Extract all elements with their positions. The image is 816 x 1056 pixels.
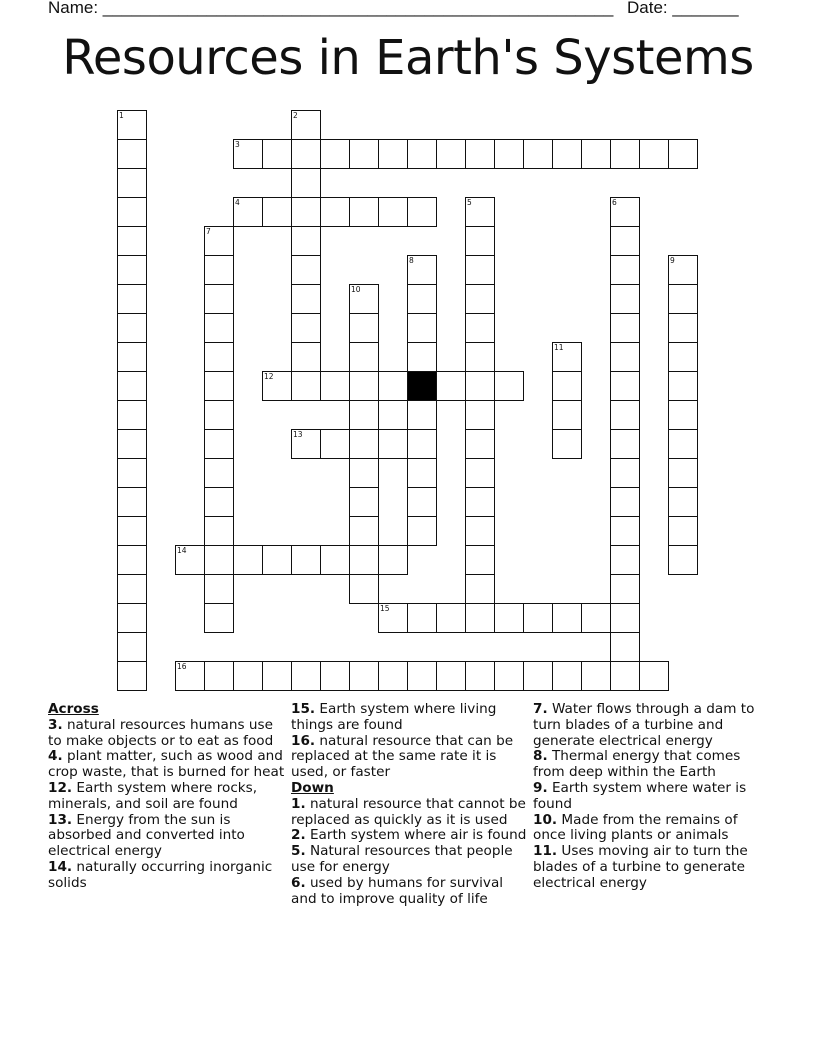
grid-cell[interactable]	[204, 545, 234, 575]
clue-number: 11.	[533, 843, 558, 860]
grid-cell[interactable]	[320, 139, 350, 169]
grid-cell[interactable]	[204, 342, 234, 372]
grid-cell[interactable]	[117, 342, 147, 372]
clue-number: 13.	[48, 811, 73, 828]
clue-text: Earth system where living things are found	[291, 701, 497, 733]
clue-text: Made from the remains of once living plants or animals	[533, 811, 738, 844]
grid-cell[interactable]	[117, 226, 147, 256]
grid-cell[interactable]	[610, 574, 640, 604]
grid-cell[interactable]	[117, 110, 147, 140]
grid-cell[interactable]	[262, 661, 292, 691]
clue-text: plant matter, such as wood and crop waste, that is burned for heat	[48, 748, 285, 781]
grid-cell[interactable]	[117, 139, 147, 169]
grid-cell[interactable]	[552, 400, 582, 430]
grid-cell[interactable]	[378, 603, 408, 633]
grid-cell[interactable]	[291, 545, 321, 575]
grid-cell[interactable]	[668, 284, 698, 314]
cell-number: 9	[670, 256, 675, 265]
grid-cell[interactable]	[349, 197, 379, 227]
across-clue	[48, 781, 286, 813]
grid-block	[407, 371, 437, 401]
cell-number: 13	[293, 430, 303, 439]
grid-cell[interactable]	[378, 429, 408, 459]
grid-cell[interactable]	[117, 429, 147, 459]
grid-cell[interactable]	[407, 400, 437, 430]
grid-cell[interactable]	[407, 313, 437, 343]
grid-cell[interactable]	[117, 574, 147, 604]
grid-cell[interactable]	[610, 458, 640, 488]
grid-cell[interactable]	[378, 197, 408, 227]
clue-number: 2.	[291, 827, 306, 844]
grid-cell[interactable]	[523, 661, 553, 691]
page-title: Resources in Earth's Systems	[62, 30, 754, 86]
grid-cell[interactable]	[668, 516, 698, 546]
grid-cell[interactable]	[291, 139, 321, 169]
grid-cell[interactable]	[407, 284, 437, 314]
grid-cell[interactable]	[668, 458, 698, 488]
cell-number: 5	[467, 198, 472, 207]
grid-cell[interactable]	[204, 226, 234, 256]
grid-cell[interactable]	[407, 458, 437, 488]
grid-cell[interactable]	[175, 545, 205, 575]
grid-cell[interactable]	[465, 342, 495, 372]
clue-text: Earth system where air is found	[305, 827, 527, 844]
grid-cell[interactable]	[407, 603, 437, 633]
grid-cell[interactable]	[494, 371, 524, 401]
grid-cell[interactable]	[465, 284, 495, 314]
clue-text: Uses moving air to turn the blades of a turbine to generate electrical energy	[533, 843, 748, 891]
across-clue	[291, 734, 529, 781]
cell-number: 4	[235, 198, 240, 207]
grid-cell[interactable]	[117, 197, 147, 227]
grid-cell[interactable]	[465, 197, 495, 227]
clue-number: 5.	[291, 843, 306, 860]
grid-cell[interactable]	[291, 661, 321, 691]
grid-cell[interactable]	[349, 516, 379, 546]
grid-cell[interactable]	[610, 313, 640, 343]
grid-cell[interactable]	[349, 487, 379, 517]
grid-cell[interactable]	[117, 661, 147, 691]
grid-cell[interactable]	[349, 661, 379, 691]
grid-cell[interactable]	[465, 371, 495, 401]
date-field-label: Date: _______	[627, 0, 739, 17]
grid-cell[interactable]	[465, 400, 495, 430]
grid-cell[interactable]	[465, 226, 495, 256]
grid-cell[interactable]	[668, 255, 698, 285]
grid-cell[interactable]	[291, 284, 321, 314]
grid-cell[interactable]	[407, 429, 437, 459]
cell-number: 3	[235, 140, 240, 149]
grid-cell[interactable]	[233, 197, 263, 227]
grid-cell[interactable]	[465, 458, 495, 488]
grid-cell[interactable]	[407, 661, 437, 691]
grid-cell[interactable]	[204, 516, 234, 546]
grid-cell[interactable]	[407, 197, 437, 227]
grid-cell[interactable]	[233, 139, 263, 169]
grid-cell[interactable]	[465, 545, 495, 575]
grid-cell[interactable]	[552, 342, 582, 372]
down-clue	[533, 702, 771, 749]
grid-cell[interactable]	[291, 255, 321, 285]
clue-number: 1.	[291, 795, 306, 812]
grid-cell[interactable]	[552, 371, 582, 401]
cell-number: 8	[409, 256, 414, 265]
clue-number: 12.	[48, 779, 73, 796]
grid-cell[interactable]	[436, 371, 466, 401]
down-clue	[533, 781, 771, 813]
clue-text: used by humans for survival and to improve quality of life	[291, 874, 504, 907]
clue-number: 10.	[533, 811, 558, 828]
grid-cell[interactable]	[117, 516, 147, 546]
grid-cell[interactable]	[117, 400, 147, 430]
grid-cell[interactable]	[320, 661, 350, 691]
grid-cell[interactable]	[204, 487, 234, 517]
grid-cell[interactable]	[117, 632, 147, 662]
grid-cell[interactable]	[204, 284, 234, 314]
across-clue	[48, 860, 286, 892]
clue-text: Natural resources that people use for energy	[291, 843, 513, 875]
cell-number: 14	[177, 546, 187, 555]
clue-text: Water flows through a dam to turn blades of a turbine and generate electrical energy	[533, 701, 755, 749]
grid-cell[interactable]	[349, 284, 379, 314]
grid-cell[interactable]	[610, 226, 640, 256]
clue-text: Earth system where rocks, minerals, and soil are found	[48, 779, 258, 812]
cell-number: 11	[554, 343, 564, 352]
grid-cell[interactable]	[204, 429, 234, 459]
grid-cell[interactable]	[349, 458, 379, 488]
grid-cell[interactable]	[465, 255, 495, 285]
grid-cell[interactable]	[204, 313, 234, 343]
grid-cell[interactable]	[117, 284, 147, 314]
grid-cell[interactable]	[668, 371, 698, 401]
grid-cell[interactable]	[291, 226, 321, 256]
grid-cell[interactable]	[349, 545, 379, 575]
clue-number: 8.	[533, 748, 548, 765]
grid-cell[interactable]	[291, 342, 321, 372]
grid-cell[interactable]	[349, 429, 379, 459]
grid-cell[interactable]	[233, 545, 263, 575]
grid-cell[interactable]	[552, 661, 582, 691]
grid-cell[interactable]	[639, 661, 669, 691]
grid-cell[interactable]	[320, 429, 350, 459]
grid-cell[interactable]	[204, 371, 234, 401]
grid-cell[interactable]	[610, 661, 640, 691]
clue-text: Energy from the sun is absorbed and converted into electrical energy	[48, 811, 245, 860]
grid-cell[interactable]	[349, 574, 379, 604]
grid-cell[interactable]	[262, 197, 292, 227]
clue-number: 15.	[291, 701, 316, 717]
cell-number: 10	[351, 285, 361, 294]
grid-cell[interactable]	[581, 139, 611, 169]
grid-cell[interactable]	[117, 603, 147, 633]
grid-cell[interactable]	[610, 545, 640, 575]
grid-cell[interactable]	[552, 429, 582, 459]
grid-cell[interactable]	[465, 603, 495, 633]
grid-cell[interactable]	[291, 371, 321, 401]
grid-cell[interactable]	[175, 661, 205, 691]
across-clue	[48, 813, 286, 860]
grid-cell[interactable]	[233, 661, 263, 691]
grid-cell[interactable]	[378, 371, 408, 401]
grid-cell[interactable]	[407, 255, 437, 285]
grid-cell[interactable]	[610, 429, 640, 459]
grid-cell[interactable]	[320, 197, 350, 227]
grid-cell[interactable]	[494, 603, 524, 633]
across-clue	[291, 702, 529, 734]
grid-cell[interactable]	[262, 545, 292, 575]
grid-cell[interactable]	[610, 139, 640, 169]
grid-cell[interactable]	[465, 429, 495, 459]
grid-cell[interactable]	[610, 400, 640, 430]
clue-text: naturally occurring inorganic solids	[48, 858, 273, 891]
clue-number: 7.	[533, 701, 548, 717]
down-clue	[291, 797, 529, 829]
grid-cell[interactable]	[349, 400, 379, 430]
grid-cell[interactable]	[117, 545, 147, 575]
grid-cell[interactable]	[494, 661, 524, 691]
down-clue	[533, 749, 771, 781]
clue-number: 14.	[48, 858, 73, 875]
grid-cell[interactable]	[523, 603, 553, 633]
grid-cell[interactable]	[204, 661, 234, 691]
grid-cell[interactable]	[349, 313, 379, 343]
grid-cell[interactable]	[610, 516, 640, 546]
name-field-label: Name: ______________________________________________________	[48, 0, 614, 17]
cell-number: 2	[293, 111, 298, 120]
grid-cell[interactable]	[291, 110, 321, 140]
grid-cell[interactable]	[465, 661, 495, 691]
grid-cell[interactable]	[610, 255, 640, 285]
grid-cell[interactable]	[436, 139, 466, 169]
clue-text: natural resource that can be replaced at the same rate it is used, or faster	[291, 732, 514, 781]
grid-cell[interactable]	[668, 342, 698, 372]
grid-cell[interactable]	[610, 487, 640, 517]
grid-cell[interactable]	[552, 603, 582, 633]
grid-cell[interactable]	[204, 574, 234, 604]
grid-cell[interactable]	[117, 168, 147, 198]
grid-cell[interactable]	[668, 487, 698, 517]
grid-cell[interactable]	[610, 632, 640, 662]
grid-cell[interactable]	[436, 603, 466, 633]
grid-cell[interactable]	[610, 197, 640, 227]
grid-cell[interactable]	[465, 313, 495, 343]
grid-cell[interactable]	[407, 516, 437, 546]
grid-cell[interactable]	[668, 429, 698, 459]
cell-number: 7	[206, 227, 211, 236]
across-heading: Across	[48, 701, 99, 717]
grid-cell[interactable]	[262, 371, 292, 401]
grid-cell[interactable]	[117, 487, 147, 517]
cell-number: 1	[119, 111, 124, 120]
grid-cell[interactable]	[407, 139, 437, 169]
clue-number: 9.	[533, 779, 548, 796]
grid-cell[interactable]	[349, 342, 379, 372]
grid-cell[interactable]	[378, 545, 408, 575]
grid-cell[interactable]	[262, 139, 292, 169]
clue-number: 3.	[48, 716, 63, 733]
grid-cell[interactable]	[204, 400, 234, 430]
down-clue	[533, 813, 771, 845]
clue-column-1	[48, 702, 286, 892]
grid-cell[interactable]	[668, 139, 698, 169]
grid-cell[interactable]	[349, 139, 379, 169]
clue-number: 4.	[48, 748, 63, 765]
clue-text: Earth system where water is found	[533, 779, 747, 812]
grid-cell[interactable]	[465, 487, 495, 517]
grid-cell[interactable]	[465, 574, 495, 604]
grid-cell[interactable]	[291, 429, 321, 459]
cell-number: 12	[264, 372, 274, 381]
grid-cell[interactable]	[668, 313, 698, 343]
clue-column-2	[291, 702, 529, 907]
grid-cell[interactable]	[610, 603, 640, 633]
grid-cell[interactable]	[639, 139, 669, 169]
down-heading: Down	[291, 779, 334, 796]
across-clue	[48, 749, 286, 781]
grid-cell[interactable]	[668, 545, 698, 575]
grid-cell[interactable]	[378, 661, 408, 691]
grid-cell[interactable]	[117, 371, 147, 401]
grid-cell[interactable]	[320, 545, 350, 575]
grid-cell[interactable]	[204, 458, 234, 488]
grid-cell[interactable]	[117, 313, 147, 343]
grid-cell[interactable]	[407, 487, 437, 517]
grid-cell[interactable]	[523, 139, 553, 169]
down-clue	[291, 876, 529, 908]
grid-cell[interactable]	[378, 139, 408, 169]
grid-cell[interactable]	[465, 516, 495, 546]
cell-number: 16	[177, 662, 187, 671]
grid-cell[interactable]	[204, 603, 234, 633]
clue-number: 16.	[291, 732, 316, 749]
down-clue	[533, 844, 771, 891]
grid-cell[interactable]	[320, 371, 350, 401]
grid-cell[interactable]	[204, 255, 234, 285]
grid-cell[interactable]	[668, 400, 698, 430]
grid-cell[interactable]	[117, 458, 147, 488]
grid-cell[interactable]	[581, 603, 611, 633]
grid-cell[interactable]	[552, 139, 582, 169]
clue-text: natural resources humans use to make objects or to eat as food	[48, 716, 274, 749]
grid-cell[interactable]	[581, 661, 611, 691]
down-clue	[291, 844, 529, 876]
grid-cell[interactable]	[291, 313, 321, 343]
clue-text: natural resource that cannot be replaced as quickly as it is used	[291, 795, 526, 828]
grid-cell[interactable]	[494, 139, 524, 169]
grid-cell[interactable]	[291, 197, 321, 227]
grid-cell[interactable]	[117, 255, 147, 285]
grid-cell[interactable]	[610, 371, 640, 401]
grid-cell[interactable]	[610, 342, 640, 372]
clue-number: 6.	[291, 874, 306, 891]
across-clue	[48, 718, 286, 750]
cell-number: 15	[380, 604, 390, 613]
cell-number: 6	[612, 198, 617, 207]
grid-cell[interactable]	[291, 168, 321, 198]
clue-text: Thermal energy that comes from deep within the Earth	[533, 748, 741, 781]
clue-column-3	[533, 702, 771, 892]
grid-cell[interactable]	[465, 139, 495, 169]
grid-cell[interactable]	[349, 371, 379, 401]
grid-cell[interactable]	[407, 342, 437, 372]
grid-cell[interactable]	[436, 661, 466, 691]
down-clue	[291, 828, 529, 844]
grid-cell[interactable]	[610, 284, 640, 314]
